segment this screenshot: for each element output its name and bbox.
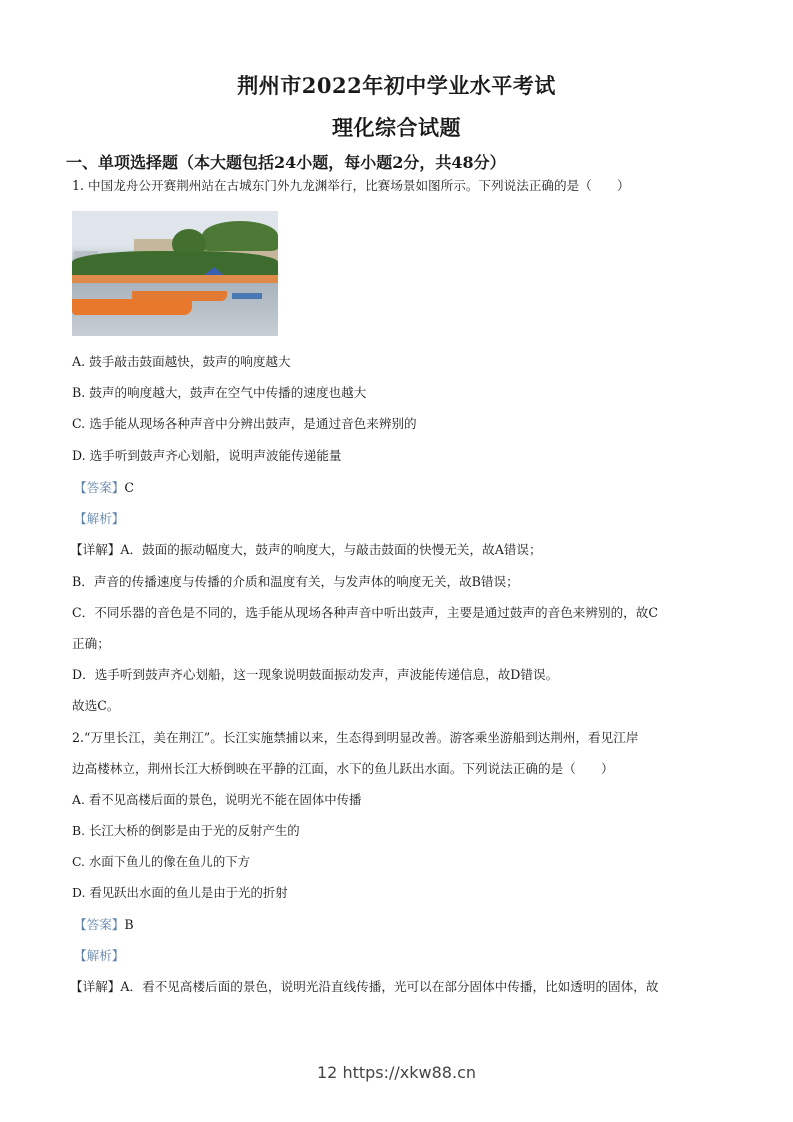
- q1-option-b: B. 鼓声的响度越大，鼓声在空气中传播的速度也越大: [72, 385, 367, 400]
- q1-detail-line-3: C．不同乐器的音色是不同的，选手能从现场各种声音中听出鼓声，主要是通过鼓声的音色来辨别的，故C: [72, 605, 658, 620]
- detail-label: 【详解】: [70, 542, 121, 557]
- q2-stem-line-2: 边高楼林立，荆州长江大桥倒映在平静的江面，水下的鱼儿跃出水面。下列说法正确的是（ ）: [72, 761, 614, 776]
- q2-detail-line-1: 【详解】A．看不见高楼后面的景色，说明光沿直线传播，光可以在部分固体中传播，比如透明的固体，故: [70, 979, 659, 994]
- q1-stem: 1. 中国龙舟公开赛荆州站在古城东门外九龙渊举行，比赛场景如图所示。下列说法正确的是（ ）: [72, 178, 630, 193]
- q2-answer: [74, 917, 134, 933]
- q1-option-c: C. 选手能从现场各种声音中分辨出鼓声，是通过音色来辨别的: [72, 416, 417, 431]
- answer-label: 【答案】: [74, 480, 125, 495]
- q1-analysis-label: [74, 511, 124, 527]
- q1-option-d: D. 选手听到鼓声齐心划船，说明声波能传递能量: [72, 448, 342, 463]
- q1-answer: [74, 480, 134, 496]
- q1-detail-line-5: D．选手听到鼓声齐心划船，这一现象说明鼓面振动发声，声波能传递信息，故D错误。: [72, 667, 559, 682]
- answer-value: C: [124, 480, 135, 495]
- q2-option-c: C. 水面下鱼儿的像在鱼儿的下方: [72, 854, 250, 869]
- q1-detail-line-4: 正确；: [72, 636, 110, 651]
- exam-subtitle: 理化综合试题: [332, 115, 461, 140]
- answer-label: 【答案】: [74, 917, 125, 932]
- q2-stem-line-1: 2.“万里长江，美在荆江”。长江实施禁捕以来，生态得到明显改善。游客乘坐游船到达荆州，看见江岸: [72, 730, 639, 745]
- answer-value: B: [124, 917, 134, 932]
- q2-option-d: D. 看见跃出水面的鱼儿是由于光的折射: [72, 885, 288, 900]
- q2-analysis-label: [74, 948, 124, 964]
- analysis-label: 【解析】: [74, 948, 125, 963]
- q2-option-b: B. 长江大桥的倒影是由于光的反射产生的: [72, 823, 300, 838]
- exam-title: 荆州市2022年初中学业水平考试: [237, 73, 556, 98]
- section-heading: 一、单项选择题（本大题包括24小题，每小题2分，共48分）: [66, 153, 506, 172]
- q1-detail-line-1: 【详解】A．鼓面的振动幅度大，鼓声的响度大，与敲击鼓面的快慢无关，故A错误；: [70, 542, 542, 557]
- q1-detail-line-2: B．声音的传播速度与传播的介质和温度有关，与发声体的响度无关，故B错误；: [72, 574, 519, 589]
- detail-label: 【详解】: [70, 979, 121, 994]
- analysis-label: 【解析】: [74, 511, 125, 526]
- page-footer: 12 https://xkw88.cn: [317, 1063, 476, 1082]
- q1-option-a: A. 鼓手敲击鼓面越快，鼓声的响度越大: [72, 354, 291, 369]
- dragon-boat-race-photo: [72, 211, 278, 336]
- q1-detail-line-6: 故选C。: [72, 698, 120, 713]
- q2-option-a: A. 看不见高楼后面的景色，说明光不能在固体中传播: [72, 792, 362, 807]
